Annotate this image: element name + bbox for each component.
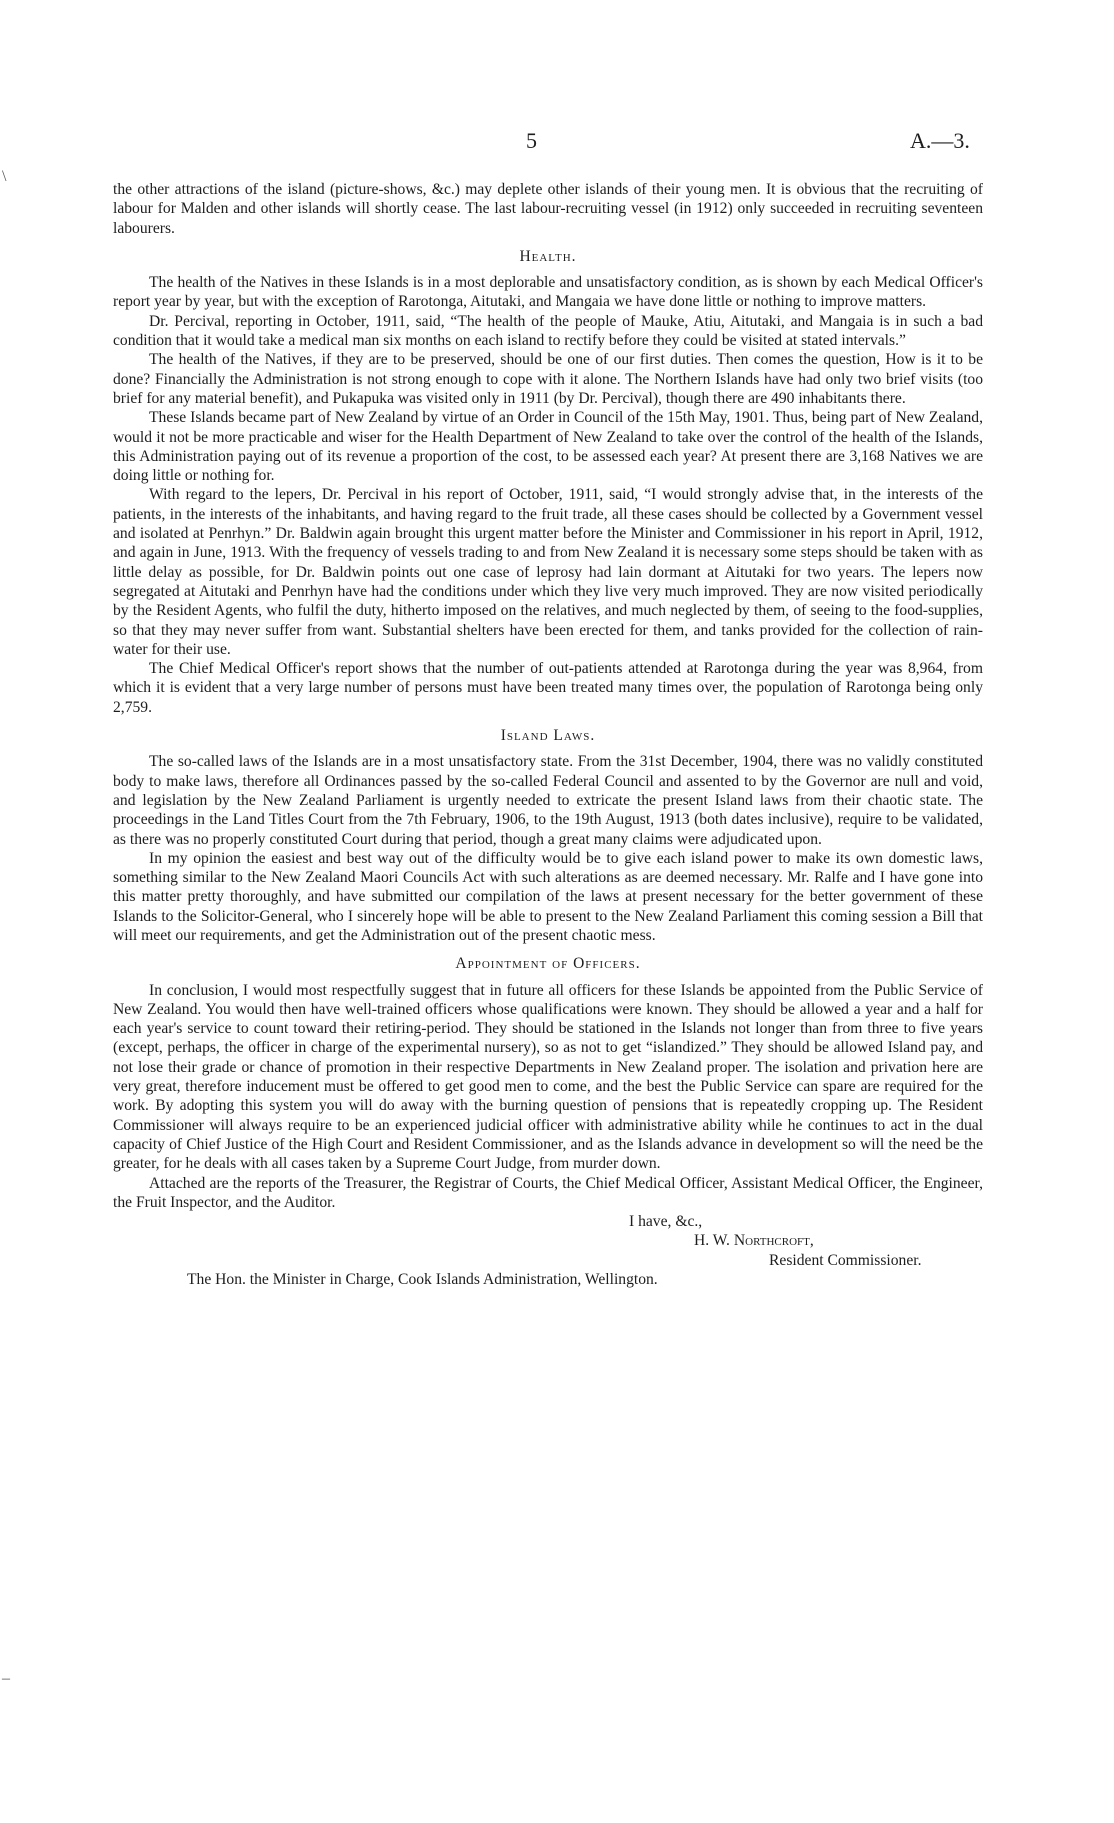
section-heading-health: Health. (519, 247, 577, 265)
margin-mark: \ (2, 168, 7, 185)
intro-paragraph: the other attractions of the island (picture-shows, &c.) may deplete other islands of their young men. It is obvious that the recruiting of labour for Malden and other islands will shortly cease. The last labour-recruiting vessel (in 1912) only succeeded in recruiting seventeen labourers. (113, 181, 983, 237)
addressee: The Hon. the Minister in Charge, Cook Islands Administration, Wellington. (187, 1271, 658, 1289)
margin-mark: – (2, 1670, 10, 1687)
signatory-name: H. W. Northcroft, (694, 1232, 814, 1250)
signatory-title: Resident Commissioner. (769, 1251, 922, 1269)
section-heading-island-laws: Island Laws. (500, 727, 596, 745)
health-paragraph: The Chief Medical Officer's report shows that the number of out-patients attended at Rarotonga during the year was 8,964, from which it is evident that a very large number of persons must have been treated many times over, the population of Rarotonga being only 2,759. (113, 660, 983, 716)
document-reference: A.—3. (910, 128, 970, 153)
appointment-paragraph: In conclusion, I would most respectfully suggest that in future all officers for these Islands be appointed from the Public Service of New Zealand. You would then have well-trained officers whose qualifications were known. They should be allowed a year and a half for each year's service to count toward their retiring-period. They should be stationed in the Islands not longer than from three to five years (except, perhaps, the officer in charge of the experimental nursery), so as not to get “islandized.” They should be allowed Island pay, and not lose their grade or chance of promotion in their respective Departments in New Zealand proper. The isolation and privation here are very great, therefore inducement must be offered to get good men to come, and the best the Public Service can spare are required for the work. By adopting this system you will do away with the burning question of pensions that is repeatedly cropping up. The Resident Commissioner will always require to be an experienced judicial officer with administrative ability while he continues to act in the dual capacity of Chief Justice of the High Court and Resident Commissioner, and as the Islands advance in development so will the need be the greater, for he deals with all cases taken by a Supreme Court Judge, from murder down. (113, 981, 983, 1173)
health-paragraph: These Islands became part of New Zealand by virtue of an Order in Council of the 15th May, 1901. Thus, being part of New Zealand, would it not be more practicable and wiser for the Health Department of New Zealand to take over the control of the health of the Islands, this Administration paying out of its revenue a proportion of the cost, to be assessed each year? At present there are 3,168 Natives we are doing little or nothing for. (113, 409, 983, 485)
health-paragraph: The health of the Natives in these Islands is in a most deplorable and unsatisfactory condition, as is shown by each Medical Officer's report year by year, but with the exception of Rarotonga, Aitutaki, and Mangaia we have done little or nothing to improve matters. (113, 274, 983, 311)
health-paragraph: The health of the Natives, if they are to be preserved, should be one of our first duties. Then comes the question, How is it to be done? Financially the Administration is not strong enough to cope with it alone. The Northern Islands have had only two brief visits (too brief for any material benefit), and Pukapuka was visited only in 1911 (by Dr. Percival), though there are 490 inhabitants there. (113, 351, 983, 407)
island-laws-paragraph: In my opinion the easiest and best way out of the difficulty would be to give each island power to make its own domestic laws, something similar to the New Zealand Maori Councils Act with such alterations as are deemed necessary. Mr. Ralfe and I have gone into this matter pretty thoroughly, and have submitted our compilation of the laws at present necessary for the better government of these Islands to the Solicitor-General, who I sincerely hope will be able to present to the New Zealand Parliament this coming session a Bill that will meet our requirements, and get the Administration out of the present chaotic mess. (113, 849, 983, 944)
appointment-paragraph: Attached are the reports of the Treasurer, the Registrar of Courts, the Chief Medical Officer, Assistant Medical Officer, the Engineer, the Fruit Inspector, and the Auditor. (113, 1174, 983, 1211)
health-paragraph: Dr. Percival, reporting in October, 1911, said, “The health of the people of Mauke, Atiu, Aitutaki, and Mangaia is in such a bad condition that it would take a medical man six months on each island to rectify before they could be visited at stated intervals.” (113, 312, 983, 350)
signature-block (113, 1212, 983, 1289)
document-body (113, 180, 983, 1289)
health-paragraph: With regard to the lepers, Dr. Percival in his report of October, 1911, said, “I would strongly advise that, in the interests of the patients, in the interests of the inhabitants, and having regard to the fruit trade, all these cases should be collected by a Government vessel and isolated at Penrhyn.” Dr. Baldwin again brought this urgent matter before the Minister and Commissioner in his report in April, 1912, and again in June, 1913. With the frequency of vessels trading to and from New Zealand it is necessary some steps should be taken with as little delay as possible, for Dr. Baldwin points out one case of leprosy had lain dormant at Aitutaki for two years. The lepers now segregated at Aitutaki and Penrhyn have had the conditions under which they live very much improved. They are now visited periodically by the Resident Agents, who fulfil the duty, hitherto imposed on the relatives, and much neglected by them, of seeing to the food-supplies, so that they may never suffer from want. Substantial shelters have been erected for them, and tanks provided for the collection of rain-water for their use. (113, 486, 983, 658)
island-laws-paragraph: The so-called laws of the Islands are in a most unsatisfactory state. From the 31st December, 1904, there was no validly constituted body to make laws, therefore all Ordinances passed by the so-called Federal Council and assented to by the Governor are null and void, and legislation by the New Zealand Parliament is urgently needed to extricate the present Island laws from their chaotic state. The proceedings in the Land Titles Court from the 7th February, 1906, to the 19th August, 1913 (both dates inclusive), require to be validated, as there was no properly constituted Court during that period, though a great many claims were adjudicated upon. (113, 753, 983, 848)
page-number: 5 (526, 128, 537, 153)
salutation: I have, &c., (629, 1213, 703, 1231)
section-heading-appointment: Appointment of Officers. (455, 955, 641, 973)
